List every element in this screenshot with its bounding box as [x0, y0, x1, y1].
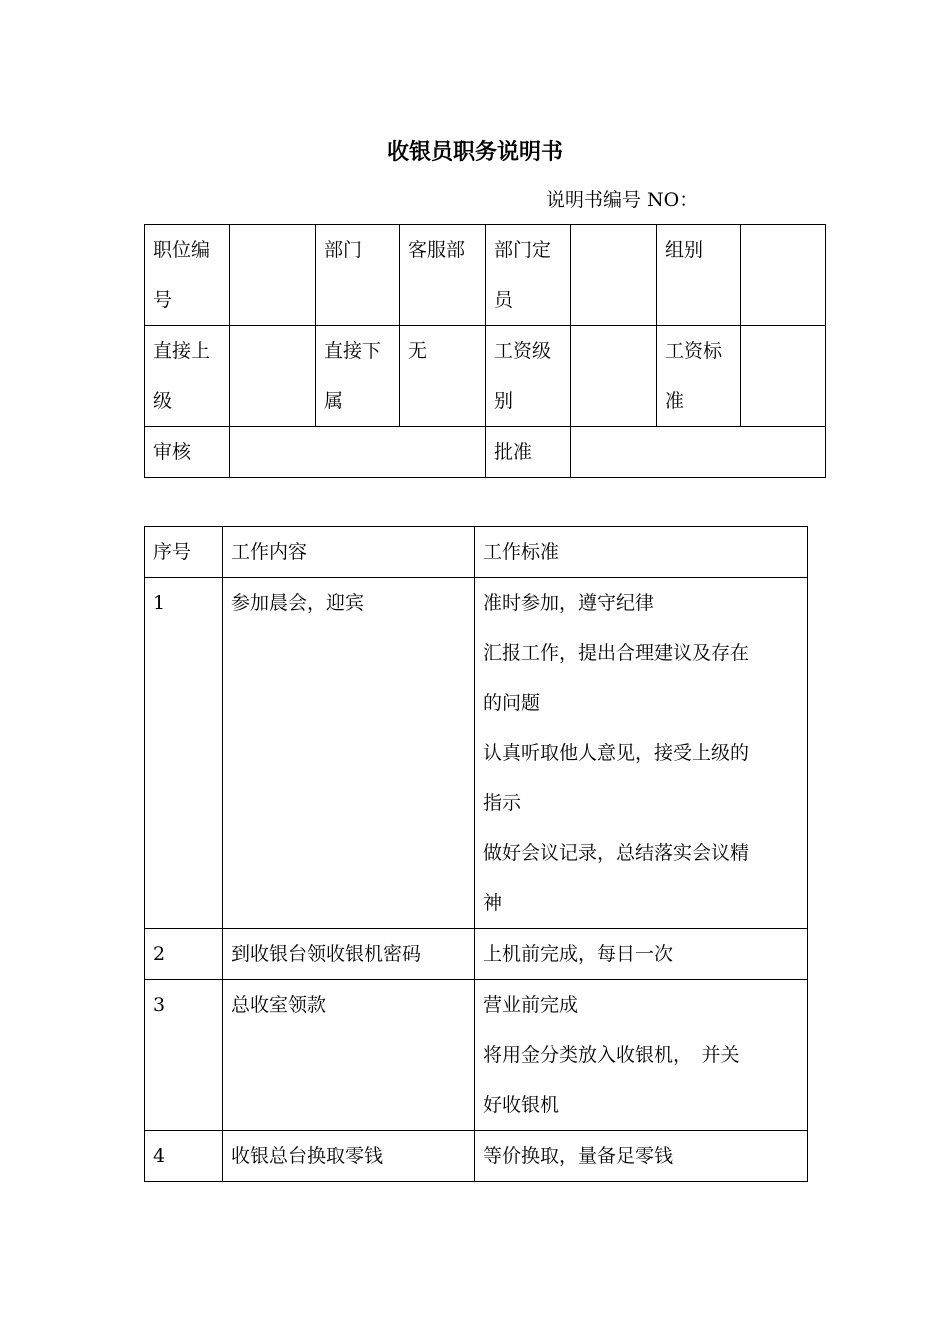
row-standard: 营业前完成 将用金分类放入收银机， 并关 好收银机: [475, 980, 808, 1131]
row-number: 2: [145, 929, 223, 980]
row-content: 总收室领款: [223, 980, 475, 1131]
salary-standard-value: [741, 326, 826, 427]
position-number-value: [230, 225, 316, 326]
table-row: [145, 578, 808, 929]
table-row: [145, 980, 808, 1131]
row-standard: 等价换取，量备足零钱: [475, 1131, 808, 1182]
department-value: 客服部: [400, 225, 486, 326]
duty-table: [144, 526, 808, 1182]
row-number: 4: [145, 1131, 223, 1182]
salary-standard-label: 工资标 准: [657, 326, 741, 427]
info-row-3: [145, 427, 826, 478]
review-value: [230, 427, 486, 478]
department-headcount-label: 部门定 员: [486, 225, 571, 326]
row-standard: 准时参加，遵守纪律 汇报工作，提出合理建议及存在 的问题 认真听取他人意见，接受上级的 指示 做好会议记录，总结落实会议精 神: [475, 578, 808, 929]
row-content: 参加晨会，迎宾: [223, 578, 475, 929]
direct-subordinate-label: 直接下 属: [316, 326, 400, 427]
header-content: 工作内容: [223, 527, 475, 578]
approve-label: 批准: [486, 427, 571, 478]
row-number: 3: [145, 980, 223, 1131]
direct-superior-value: [230, 326, 316, 427]
duty-header-row: [145, 527, 808, 578]
position-number-label: 职位编 号: [145, 225, 230, 326]
row-number: 1: [145, 578, 223, 929]
direct-subordinate-value: 无: [400, 326, 486, 427]
group-value: [741, 225, 826, 326]
row-content: 收银总台换取零钱: [223, 1131, 475, 1182]
info-row-2: [145, 326, 826, 427]
approve-value: [571, 427, 826, 478]
department-headcount-value: [571, 225, 657, 326]
salary-grade-label: 工资级 别: [486, 326, 571, 427]
header-standard: 工作标准: [475, 527, 808, 578]
row-standard: 上机前完成，每日一次: [475, 929, 808, 980]
table-row: [145, 929, 808, 980]
page-title: 收银员职务说明书: [386, 139, 563, 165]
review-label: 审核: [145, 427, 230, 478]
row-content: 到收银台领收银机密码: [223, 929, 475, 980]
direct-superior-label: 直接上 级: [145, 326, 230, 427]
group-label: 组别: [657, 225, 741, 326]
header-number: 序号: [145, 527, 223, 578]
table-row: [145, 1131, 808, 1182]
salary-grade-value: [571, 326, 657, 427]
job-info-table: [144, 224, 826, 478]
doc-number-label: 说明书编号 NO：: [546, 189, 699, 211]
department-label: 部门: [316, 225, 400, 326]
info-row-1: [145, 225, 826, 326]
